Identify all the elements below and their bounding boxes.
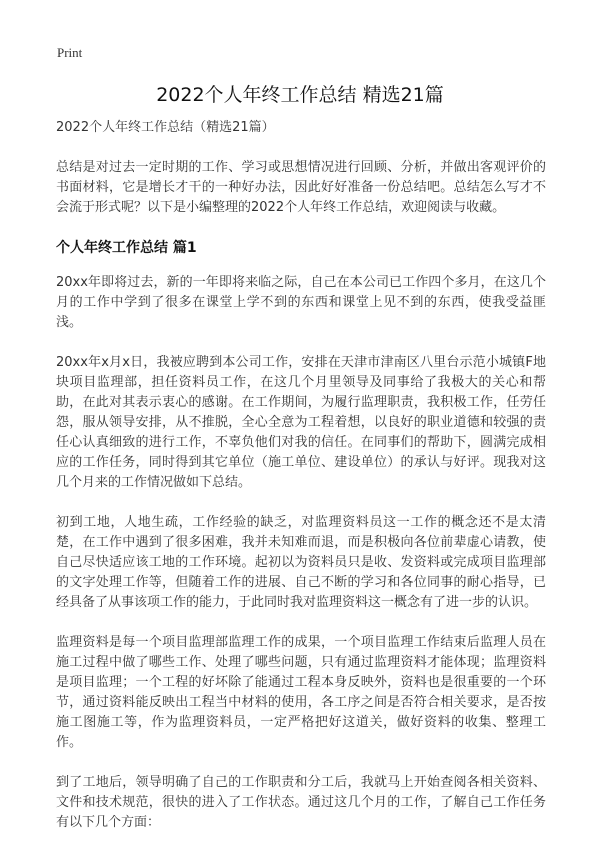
intro-paragraph: 总结是对过去一定时期的工作、学习或思想情况进行回顾、分析，并做出客观评价的书面材料，它是增长才干的一种好办法，因此好好准备一份总结吧。总结怎么写才不会流于形式呢？以下是小编整理的2022个人年终工作总结，欢迎阅读与收藏。 xyxy=(56,160,546,215)
paragraph-4: 监理资料是每一个项目监理部监理工作的成果，一个项目监理工作结束后监理人员在施工过程中做了哪些工作、处理了哪些问题，只有通过监理资料才能体现；监理资料是项目监理；一个工程的好坏除了能通过工程本身反映外，资料也是很重要的一个环节，通过资料能反映出工程当中材料的使用，各工序之间是否符合相关要求，是否按施工图施工等，作为监理资料员，一定严格把好这道关，做好资料的收集、整理工作。 xyxy=(56,635,546,750)
paragraph-5: 到了工地后，领导明确了自己的工作职责和分工后，我就马上开始查阅各相关资料、文件和技术规范，很快的进入了工作状态。通过这几个月的工作，了解自己工作任务有以下几个方面： xyxy=(56,775,546,830)
paragraph-2: 20xx年x月x日，我被应聘到本公司工作，安排在天津市津南区八里台示范小城镇F地块项目监理部，担任资料员工作，在这几个月里领导及同事给了我极大的关心和帮助，在此对其表示衷心的感谢。在工作期间，为履行监理职责，我积极工作，任劳任怨，服从领导安排，从不推脱，全心全意为工程着想，以良好的职业道德和较强的责任心认真细致的进行工作，不辜负他们对我的信任。在同事们的帮助下，圆满完成相应的工作任务，同时得到其它单位（施工单位、建设单位）的承认与好评。现我对这几个月来的工作情况做如下总结。 xyxy=(56,355,546,490)
section-heading: 个人年终工作总结 篇1 xyxy=(56,240,197,256)
print-link[interactable]: Print xyxy=(57,45,83,60)
page-title: 2022个人年终工作总结 精选21篇 xyxy=(156,84,444,106)
article-body xyxy=(56,118,546,853)
paragraph-3: 初到工地，人地生疏，工作经验的缺乏，对监理资料员这一工作的概念还不是太清楚，在工作中遇到了很多困难，我并未知难而退，而是积极向各位前辈虚心请教，使自己尽快适应该工地的工作环境。起初以为资料员只是收、发资料或完成项目监理部的文字处理工作等，但随着工作的进展、自己不断的学习和各位同事的耐心指导，已经具备了从事该项工作的能力，于此同时我对监理资料这一概念有了进一步的认识。 xyxy=(56,515,546,610)
article-subtitle: 2022个人年终工作总结（精选21篇） xyxy=(56,120,275,135)
paragraph-1: 20xx年即将过去，新的一年即将来临之际，自己在本公司已工作四个多月，在这几个月的工作中学到了很多在课堂上学不到的东西和课堂上见不到的东西，使我受益匪浅。 xyxy=(56,275,546,330)
